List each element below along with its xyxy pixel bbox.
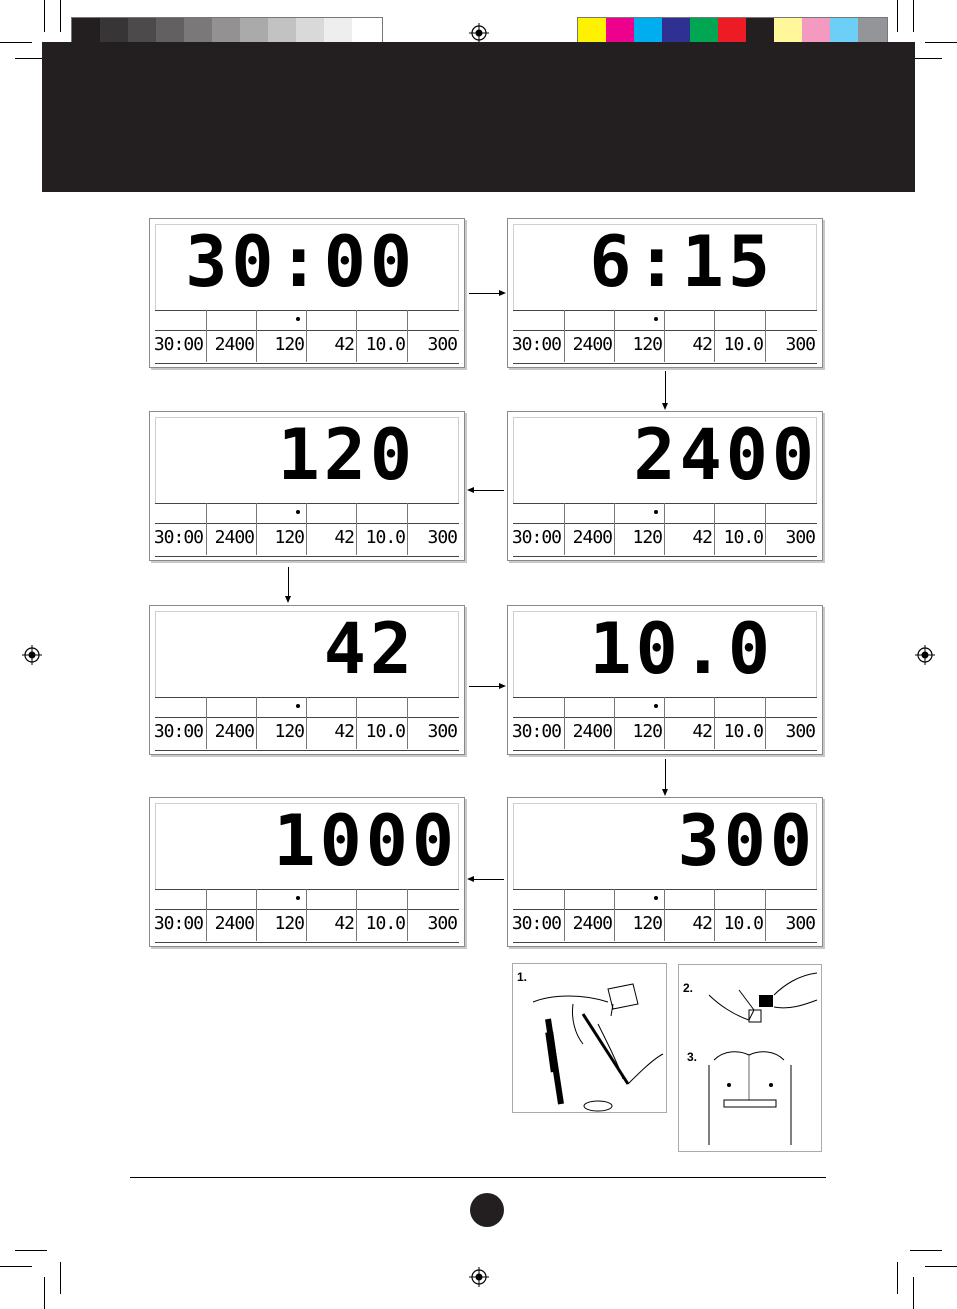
lcd-value-cell — [614, 697, 665, 749]
lcd-value-cell — [765, 310, 818, 362]
lcd-value-text: 2400 — [214, 721, 254, 742]
lcd-value-text: 300 — [785, 334, 815, 355]
lcd-value-cell — [155, 310, 206, 362]
lcd-value-text: 300 — [427, 334, 457, 355]
lcd-divider — [155, 556, 459, 557]
crop-mark — [15, 1250, 47, 1251]
lcd-value-text: 42 — [692, 913, 712, 934]
lcd-value-text: 2400 — [214, 527, 254, 548]
lcd-value-text: 120 — [632, 527, 662, 548]
lcd-value-text: 42 — [334, 913, 354, 934]
lcd-panel — [507, 411, 823, 561]
lcd-main-readout: 30:00 — [185, 221, 416, 303]
arrow-right-icon — [469, 686, 501, 687]
lcd-panel — [149, 411, 465, 561]
lcd-value-text: 30:00 — [511, 334, 561, 355]
lcd-value-cell — [765, 889, 818, 941]
arrow-right-icon — [499, 290, 506, 296]
lcd-value-text: 300 — [427, 527, 457, 548]
lcd-value-cell — [306, 503, 357, 555]
lcd-value-text: 42 — [692, 721, 712, 742]
lcd-value-cell — [513, 697, 564, 749]
lcd-value-text: 2400 — [214, 913, 254, 934]
lcd-value-cell — [714, 889, 766, 941]
lcd-value-cell — [256, 889, 307, 941]
lcd-value-text: 42 — [692, 527, 712, 548]
lcd-value-row — [155, 697, 459, 750]
arrow-down-icon — [665, 759, 666, 790]
lcd-value-text: 300 — [785, 913, 815, 934]
lcd-value-text: 42 — [334, 721, 354, 742]
illustration-strap-fitting — [678, 964, 822, 1152]
lcd-main-readout: 6:15 — [589, 221, 774, 303]
arrow-left-icon — [473, 879, 504, 880]
lcd-value-text: 30:00 — [153, 721, 203, 742]
crop-mark — [897, 0, 898, 32]
lcd-value-cell — [155, 503, 206, 555]
step-number: 2. — [683, 981, 694, 995]
lcd-value-cell — [407, 310, 460, 362]
lcd-value-cell — [206, 310, 257, 362]
lcd-panel — [149, 605, 465, 755]
lcd-panel — [507, 218, 823, 368]
lcd-value-cell — [714, 503, 766, 555]
illustration-strap-wetting — [512, 963, 667, 1113]
lcd-value-text: 120 — [274, 721, 304, 742]
lcd-value-text: 42 — [334, 527, 354, 548]
page-number-dot-icon — [470, 1193, 504, 1227]
lcd-value-row — [155, 889, 459, 942]
arrow-left-icon — [467, 876, 474, 882]
registration-mark-icon — [22, 645, 42, 665]
lcd-divider — [155, 363, 459, 364]
crop-mark — [913, 0, 914, 32]
lcd-value-text: 30:00 — [153, 334, 203, 355]
registration-mark-icon — [915, 645, 935, 665]
crop-mark — [44, 0, 45, 32]
lcd-value-cell — [714, 310, 766, 362]
lcd-value-text: 300 — [427, 913, 457, 934]
lcd-value-cell — [564, 889, 615, 941]
lcd-value-text: 10.0 — [365, 527, 405, 548]
lcd-value-cell — [614, 310, 665, 362]
lcd-value-text: 2400 — [572, 913, 612, 934]
lcd-value-cell — [256, 697, 307, 749]
lcd-value-text: 120 — [632, 913, 662, 934]
lcd-value-cell — [564, 503, 615, 555]
lcd-divider — [155, 942, 459, 943]
lcd-value-cell — [155, 889, 206, 941]
arrow-down-icon — [665, 371, 666, 404]
lcd-value-text: 30:00 — [153, 913, 203, 934]
lcd-divider — [513, 556, 817, 557]
arrow-right-icon — [469, 293, 501, 294]
crop-mark — [0, 42, 32, 43]
lcd-value-text: 42 — [692, 334, 712, 355]
lcd-value-cell — [206, 503, 257, 555]
lcd-value-cell — [513, 310, 564, 362]
lcd-value-cell — [356, 697, 408, 749]
lcd-value-text: 120 — [274, 334, 304, 355]
lcd-value-cell — [614, 503, 665, 555]
lcd-value-text: 42 — [334, 334, 354, 355]
lcd-value-text: 300 — [785, 721, 815, 742]
lcd-value-text: 120 — [274, 527, 304, 548]
lcd-value-text: 120 — [274, 913, 304, 934]
lcd-value-cell — [664, 697, 715, 749]
arrow-left-icon — [473, 490, 504, 491]
lcd-value-cell — [306, 697, 357, 749]
lcd-value-cell — [306, 889, 357, 941]
lcd-value-cell — [564, 697, 615, 749]
lcd-main-readout: 42 — [323, 608, 416, 690]
arrow-down-icon — [285, 596, 291, 603]
crop-mark — [913, 1277, 914, 1309]
registration-mark-icon — [469, 1267, 489, 1287]
crop-mark — [60, 1262, 61, 1294]
lcd-value-cell — [407, 503, 460, 555]
lcd-value-text: 30:00 — [511, 913, 561, 934]
lcd-value-cell — [407, 697, 460, 749]
lcd-value-row — [155, 310, 459, 363]
lcd-value-cell — [155, 697, 206, 749]
lcd-value-text: 30:00 — [511, 721, 561, 742]
lcd-value-text: 10.0 — [723, 334, 763, 355]
lcd-value-cell — [206, 889, 257, 941]
lcd-value-cell — [765, 697, 818, 749]
arrow-right-icon — [499, 683, 506, 689]
lcd-value-row — [513, 503, 817, 556]
arrow-down-icon — [662, 789, 668, 796]
lcd-value-cell — [664, 310, 715, 362]
lcd-main-readout: 2400 — [633, 414, 818, 496]
lcd-value-cell — [256, 503, 307, 555]
lcd-value-row — [513, 310, 817, 363]
lcd-main-readout: 120 — [277, 414, 416, 496]
lcd-panel — [149, 218, 465, 368]
lcd-value-cell — [664, 503, 715, 555]
lcd-value-cell — [664, 889, 715, 941]
lcd-value-cell — [306, 310, 357, 362]
registration-mark-icon — [469, 23, 489, 43]
arrow-left-icon — [467, 487, 474, 493]
lcd-value-cell — [513, 503, 564, 555]
lcd-main-readout: 1000 — [273, 800, 458, 882]
crop-mark — [60, 0, 61, 32]
lcd-value-cell — [614, 889, 665, 941]
lcd-panel — [149, 797, 465, 947]
lcd-value-cell — [564, 310, 615, 362]
lcd-value-text: 2400 — [572, 527, 612, 548]
lcd-panel — [507, 605, 823, 755]
lcd-divider — [513, 750, 817, 751]
lcd-value-text: 2400 — [572, 334, 612, 355]
lcd-value-row — [513, 889, 817, 942]
crop-mark — [44, 1277, 45, 1309]
lcd-value-row — [513, 697, 817, 750]
crop-mark — [0, 1266, 32, 1267]
strap-fitting-drawing-icon — [679, 965, 821, 1151]
lcd-divider — [155, 750, 459, 751]
lcd-divider — [513, 363, 817, 364]
lcd-value-text: 10.0 — [723, 721, 763, 742]
lcd-value-cell — [206, 697, 257, 749]
lcd-value-cell — [256, 310, 307, 362]
lcd-value-text: 30:00 — [153, 527, 203, 548]
lcd-value-text: 10.0 — [365, 334, 405, 355]
arrow-down-icon — [288, 567, 289, 598]
step-number: 3. — [687, 1050, 698, 1064]
lcd-value-text: 120 — [632, 721, 662, 742]
lcd-value-cell — [513, 889, 564, 941]
lcd-value-cell — [714, 697, 766, 749]
lcd-value-row — [155, 503, 459, 556]
step-number: 1. — [517, 970, 528, 984]
lcd-value-cell — [356, 889, 408, 941]
lcd-divider — [513, 942, 817, 943]
crop-mark — [925, 1266, 957, 1267]
footer-rule — [130, 1177, 826, 1178]
lcd-value-cell — [765, 503, 818, 555]
lcd-main-readout: 10.0 — [589, 608, 774, 690]
lcd-value-text: 10.0 — [723, 913, 763, 934]
crop-mark — [910, 1250, 942, 1251]
lcd-value-text: 2400 — [572, 721, 612, 742]
lcd-value-text: 300 — [785, 527, 815, 548]
lcd-value-text: 10.0 — [365, 721, 405, 742]
lcd-main-readout: 300 — [677, 800, 816, 882]
lcd-value-cell — [356, 503, 408, 555]
crop-mark — [925, 42, 957, 43]
lcd-value-cell — [356, 310, 408, 362]
lcd-value-text: 2400 — [214, 334, 254, 355]
crop-mark — [897, 1262, 898, 1294]
lcd-value-text: 30:00 — [511, 527, 561, 548]
arrow-down-icon — [662, 403, 668, 410]
lcd-panel — [507, 797, 823, 947]
lcd-value-text: 120 — [632, 334, 662, 355]
strap-wetting-drawing-icon — [513, 964, 666, 1112]
lcd-value-text: 10.0 — [365, 913, 405, 934]
lcd-value-cell — [407, 889, 460, 941]
lcd-value-text: 10.0 — [723, 527, 763, 548]
lcd-value-text: 300 — [427, 721, 457, 742]
header-band — [42, 42, 915, 192]
